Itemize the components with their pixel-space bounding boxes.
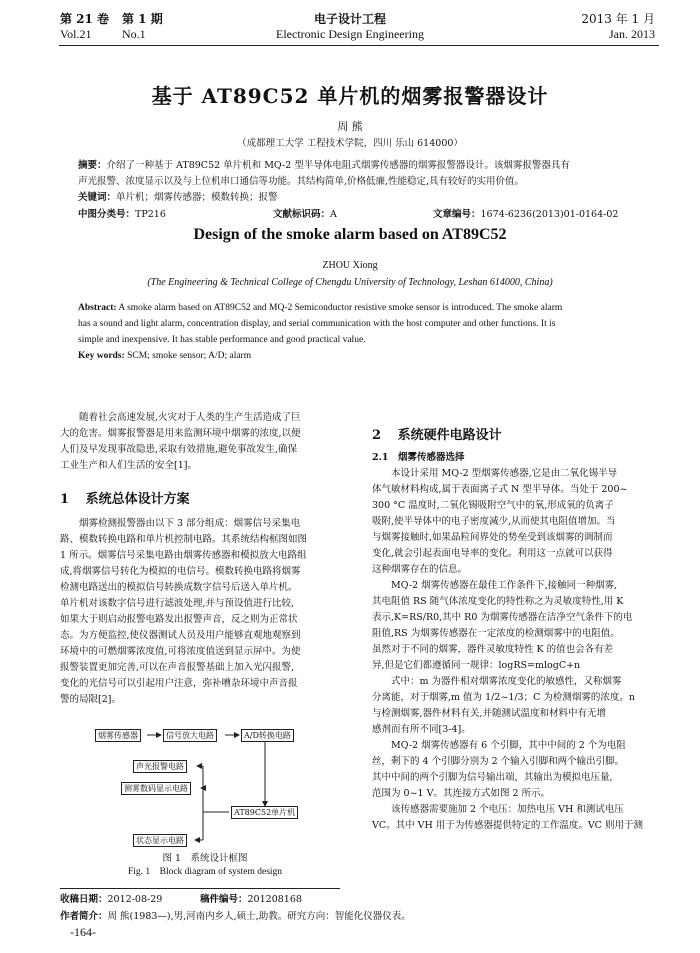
- header-vol-cn: 第 21 卷: [60, 12, 110, 26]
- s2-line: 范围为 0~1 V。其连接方式如图 2 所示。: [372, 788, 551, 799]
- clc-value: TP216: [135, 209, 166, 220]
- box-signal-amplifier: 信号放大电路: [163, 729, 217, 742]
- bio-text: 周 熊(1983—),男,河南内乡人,硕士,助教。研究方向：智能化仪器仪表。: [107, 911, 411, 922]
- s1-line: 态。为方便监控,使仪器测试人员及用户能够直观地观察到: [60, 630, 301, 641]
- abstract-cn-label: 摘要：: [78, 160, 107, 171]
- s2-line: 丝，剩下的 4 个引脚分别为 2 个输入引脚和两个输出引脚。: [372, 756, 625, 767]
- code-label: 稿件编号：: [200, 894, 248, 905]
- header-date-cn: 2013 年 1 月: [581, 12, 655, 26]
- s2-line: 其中中间的两个引脚为信号输出端，其输出为模拟电压量,: [372, 772, 613, 783]
- section2-number: 2: [372, 428, 382, 443]
- s2-line: 式中：m 为器件相对烟雾浓度变化的敏感性，又称烟雾: [391, 676, 622, 687]
- intro-line4: 工业生产和人们生活的安全[1]。: [60, 460, 197, 471]
- header-rule: [59, 45, 659, 46]
- doc-code-value: A: [330, 209, 337, 220]
- box-alarm-circuit: 声光报警电路: [133, 760, 187, 773]
- s2-line: 变化,就会引起表面电导率的变化。利用这一点就可以获得: [372, 548, 613, 559]
- s2-line: 300 °C 温度时,二氧化锡吸附空气中的氧,形成氧的负离子: [372, 500, 614, 511]
- section1-title: 系统总体设计方案: [85, 492, 190, 507]
- section1-heading: [60, 488, 190, 507]
- s1-line: 环境中的可燃烟雾浓度值,可将浓度值送到显示屏中。为使: [60, 646, 301, 657]
- abstract-en-line2: has a sound and light alarm, concentration display, and serial communication with the host computer and other functions. It is: [78, 319, 556, 329]
- keywords-en: SCM; smoke sensor; A/D; alarm: [127, 351, 252, 361]
- s2-line: 与检测烟雾,器件材料有关,并随测试温度和材料中有无增: [372, 708, 607, 719]
- figure1-caption-cn: 图 1 系统设计框图: [162, 853, 248, 864]
- received-label: 收稿日期：: [60, 894, 108, 905]
- bio-label: 作者简介：: [60, 911, 108, 922]
- s2-line: 虽然对于不同的烟雾，器件灵敏度特性 K 的值也会各有差: [372, 644, 614, 655]
- section1-number: 1: [60, 492, 70, 507]
- s2-line: MQ-2 烟雾传感器有 6 个引脚，其中中间的 2 个为电阻: [391, 740, 626, 751]
- footer-received: [60, 892, 360, 908]
- intro-line2: 大的危害。烟雾报警器是用来监测环境中烟雾的浓度,以便: [60, 428, 301, 439]
- s2-line: 异,但是它们都遵循同一规律：logRS=mlogC+n: [372, 660, 581, 671]
- s1-line: 报警装置更加完善,可以在声音报警基础上加入光闪报警,: [60, 662, 295, 673]
- keywords-cn-label: 关键词：: [78, 192, 117, 203]
- article-no-value: 1674-6236(2013)01-0164-02: [480, 209, 619, 220]
- clc-label: 中图分类号：: [78, 209, 136, 220]
- intro-line1: 随着社会高速发展,火灾对于人类的生产生活造成了巨: [79, 412, 301, 423]
- abstract-en-label: Abstract:: [78, 303, 117, 313]
- s1-line: 变化的光信号可以引起用户注意，弥补嘈杂环境中声音报: [60, 678, 298, 689]
- author-en: ZHOU Xiong: [322, 260, 378, 271]
- affiliation-cn: （成都理工大学 工程技术学院，四川 乐山 614000）: [237, 138, 463, 149]
- header-vol-en: Vol.21: [60, 27, 92, 41]
- s1-line: 路、模数转换电路和单片机控制电路。其系统结构框图如图: [60, 534, 308, 545]
- page-number: -164-: [70, 925, 96, 939]
- doc-code-label: 文献标识码：: [273, 209, 331, 220]
- s1-line: 检测电路送出的模拟信号转换成数字信号后送入单片机。: [60, 582, 298, 593]
- s2-line: 与烟雾接触时,如果晶粒间界处的势垒受到该烟雾的调制而: [372, 532, 613, 543]
- s2-line: 吸附,使半导体中的电子密度减少,从而使其电阻值增加。当: [372, 516, 616, 527]
- header-journal-en: Electronic Design Engineering: [276, 27, 424, 41]
- s1-line: 如果大于则启动报警电路发出报警声音，反之则为正常状: [60, 614, 298, 625]
- classification-line: [78, 207, 638, 223]
- abstract-en-line1: A smoke alarm based on AT89C52 and MQ-2 Semiconductor resistive smoke sensor is introduced. The smoke alarm: [118, 303, 563, 313]
- header-no-en: No.1: [122, 27, 146, 41]
- s2-line: VC。其中 VH 用于为传感器提供特定的工作温度。VC 则用于测: [372, 820, 643, 831]
- box-display-circuit: 测雾数码显示电路: [121, 782, 191, 795]
- s2-line: 体气敏材料构成,属于表面离子式 N 型半导体。当处于 200~: [372, 484, 628, 495]
- received-value: 2012-08-29: [107, 894, 163, 905]
- figure1-caption-en: Fig. 1 Block diagram of system design: [127, 867, 283, 877]
- affiliation-en: (The Engineering & Technical College of Chengdu University of Technology, Leshan 614000, China): [147, 277, 553, 288]
- subsection-2-1: 2.1 烟雾传感器选择: [372, 452, 465, 463]
- footer-bio: [60, 909, 660, 925]
- footer-rule: [60, 888, 340, 889]
- s1-line: 成,将烟雾信号转化为模拟的电信号。模数转换电路将烟雾: [60, 566, 301, 577]
- s1-line: 1 所示。烟雾信号采集电路由烟雾传感器和模拟放大电路组: [60, 550, 307, 561]
- s1-line: 警的局限[2]。: [60, 694, 121, 705]
- box-smoke-sensor: 烟雾传感器: [95, 729, 141, 742]
- abstract-cn-line2: 声光报警、浓度显示以及与上位机串口通信等功能。其结构简单,价格低廉,性能稳定,具有较好的实用价值。: [78, 176, 525, 187]
- title-cn: 基于 AT89C52 单片机的烟雾报警器设计: [151, 84, 549, 108]
- abstract-cn: [78, 158, 638, 206]
- s2-line: 该传感器需要施加 2 个电压：加热电压 VH 和测试电压: [391, 804, 624, 815]
- abstract-en-line3: simple and inexpensive. It has stable performance and good practical value.: [78, 335, 366, 345]
- left-column-intro: [60, 410, 350, 474]
- s2-line: 表示,K=RS/R0,其中 R0 为烟雾传感器在洁净空气条件下的电: [372, 612, 633, 623]
- header-date-en: Jan. 2013: [609, 27, 655, 41]
- box-ad-converter: A/D转换电路: [241, 729, 294, 742]
- s2-line: MQ-2 烟雾传感器在最佳工作条件下,接触同一种烟雾,: [391, 580, 618, 591]
- section2-body: [372, 466, 660, 834]
- section1-body: [60, 516, 350, 708]
- section2-title: 系统硬件电路设计: [397, 428, 502, 443]
- keywords-en-label: Key words:: [78, 351, 125, 361]
- s2-line: 其电阻值 RS 随气体浓度变化的特性称之为灵敏度特性,用 K: [372, 596, 624, 607]
- abstract-en: [78, 300, 648, 364]
- title-en: Design of the smoke alarm based on AT89C52: [193, 226, 507, 243]
- intro-line3: 人们及早发现事故隐患,采取有效措施,避免事故发生,确保: [60, 444, 298, 455]
- s1-line: 单片机对该数字信号进行滤波处理,并与预设值进行比较,: [60, 598, 295, 609]
- code-value: 201208168: [247, 894, 302, 905]
- s2-line: 这种烟雾存在的信息。: [372, 564, 468, 575]
- box-mcu: AT89C52单片机: [231, 806, 298, 819]
- s2-line: 本设计采用 MQ-2 型烟雾传感器,它是由二氧化锡半导: [391, 468, 618, 479]
- box-status-display: 状态显示电路: [133, 834, 187, 847]
- s1-line: 烟雾检测报警器由以下 3 部分组成：烟雾信号采集电: [79, 518, 301, 529]
- author-cn: 周 熊: [337, 120, 363, 133]
- s2-line: 分离能，对于烟雾,m 值为 1/2~1/3；C 为检测烟雾的浓度。n: [372, 692, 636, 703]
- keywords-cn: 单片机；烟雾传感器；模数转换；报警: [116, 192, 278, 203]
- section2-heading: [372, 424, 502, 443]
- abstract-cn-line1: 介绍了一种基于 AT89C52 单片机和 MQ-2 型半导体电阻式烟雾传感器的烟雾报警器设计。该烟雾报警器具有: [106, 160, 570, 171]
- header-no-cn: 第 1 期: [122, 12, 163, 26]
- header-journal-cn: 电子设计工程: [313, 12, 386, 26]
- s2-line: 阻值,RS 为烟雾传感器在一定浓度的检测烟雾中的电阻值。: [372, 628, 620, 639]
- s2-line: 感剂而有所不同[3-4]。: [372, 724, 471, 735]
- figure1-diagram: [95, 728, 335, 846]
- article-no-label: 文章编号：: [433, 209, 481, 220]
